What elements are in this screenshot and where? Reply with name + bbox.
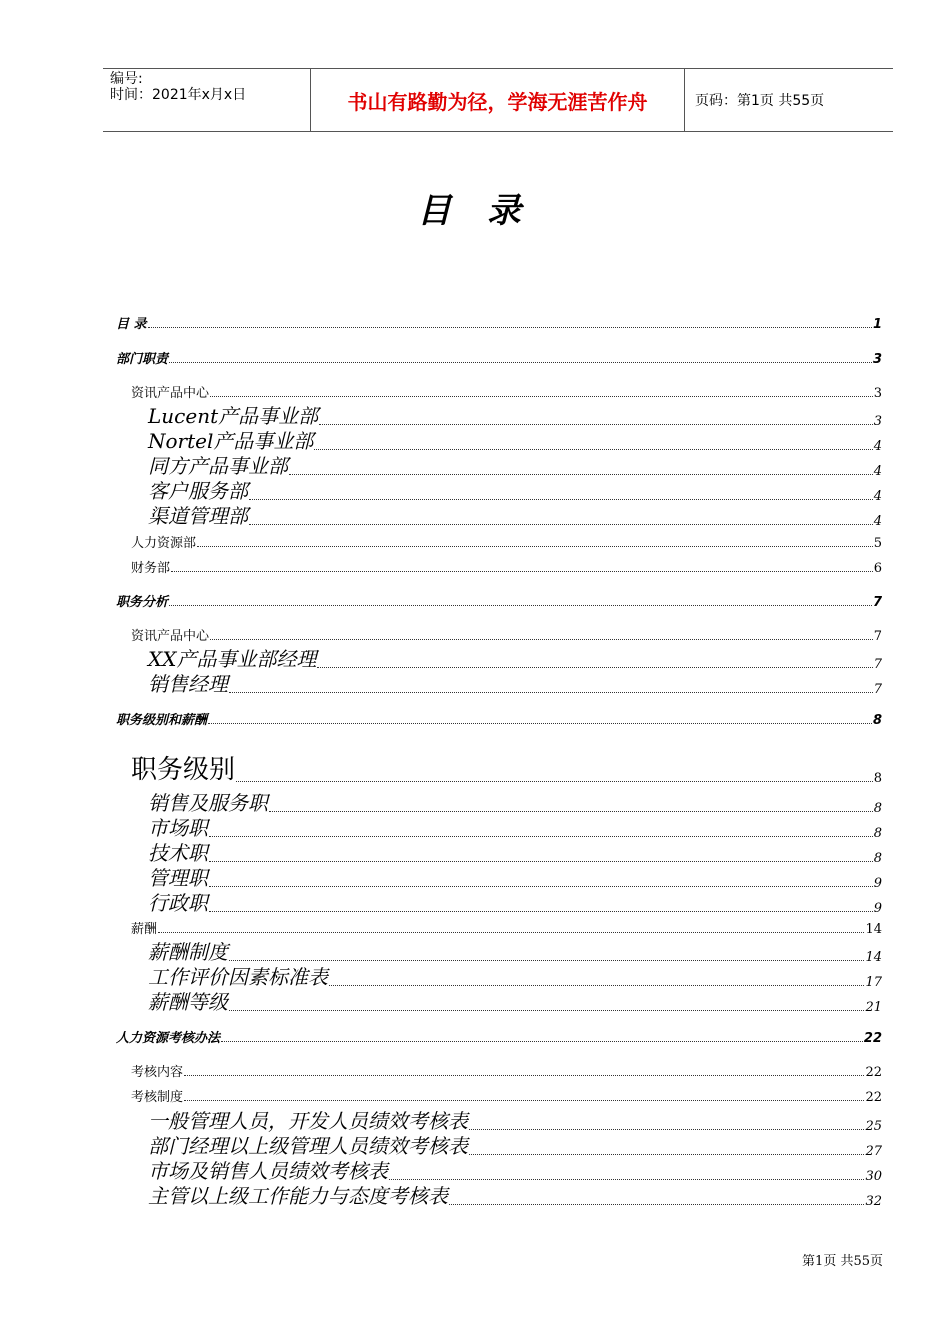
toc-entry[interactable] xyxy=(148,480,882,504)
toc-entry-page: 8 xyxy=(873,771,882,786)
toc-entry[interactable] xyxy=(148,867,882,891)
toc-entry-title: 薪酬制度 xyxy=(148,940,228,964)
toc-leader-dots xyxy=(221,1040,863,1042)
toc-entry[interactable] xyxy=(148,505,882,529)
toc-entry[interactable] xyxy=(131,919,882,937)
toc-entry-page: 7 xyxy=(872,595,882,610)
toc-entry[interactable] xyxy=(148,817,882,841)
toc-entry-page: 3 xyxy=(873,414,882,429)
toc-entry-page: 4 xyxy=(873,439,882,454)
toc-entry-title: 财务部 xyxy=(131,561,171,576)
toc-entry[interactable] xyxy=(148,842,882,866)
toc-entry-title: 技术职 xyxy=(148,841,208,865)
toc-entry-title: 销售经理 xyxy=(148,672,228,696)
toc-entry-title: 资讯产品中心 xyxy=(131,629,210,644)
toc-leader-dots xyxy=(210,395,873,397)
toc-leader-dots xyxy=(289,473,873,475)
page-footer: 第1页 共55页 xyxy=(802,1254,883,1269)
toc-leader-dots xyxy=(148,326,872,328)
toc-entry-page: 14 xyxy=(865,922,882,937)
toc-entry-page: 27 xyxy=(865,1144,882,1159)
toc-entry-title: 职务级别 xyxy=(131,755,236,785)
toc-entry-page: 8 xyxy=(872,713,882,728)
toc-entry[interactable] xyxy=(148,792,882,816)
toc-leader-dots xyxy=(208,722,872,724)
toc-entry[interactable] xyxy=(131,1087,882,1105)
toc-entry[interactable] xyxy=(148,1185,882,1209)
toc-entry-page: 25 xyxy=(865,1119,882,1134)
toc-entry-title: 考核内容 xyxy=(131,1065,184,1080)
toc-entry-title: 客户服务部 xyxy=(148,479,248,503)
toc-leader-dots xyxy=(171,570,873,572)
toc-leader-dots xyxy=(169,604,872,606)
toc-leader-dots xyxy=(329,984,864,986)
header-meta xyxy=(103,69,311,131)
toc-entry-page: 3 xyxy=(872,352,882,367)
toc-entry[interactable] xyxy=(148,892,882,916)
toc-entry-page: 7 xyxy=(873,657,882,672)
toc-leader-dots xyxy=(469,1153,864,1155)
toc-entry[interactable] xyxy=(131,533,882,551)
toc-entry-title: Nortel产品事业部 xyxy=(148,429,314,453)
toc-entry[interactable] xyxy=(148,648,882,672)
toc-entry-title: 人力资源部 xyxy=(131,536,197,551)
toc-entry-page: 7 xyxy=(873,629,882,644)
toc-leader-dots xyxy=(197,545,873,547)
toc-entry[interactable] xyxy=(116,1028,882,1046)
toc-leader-dots xyxy=(317,666,872,668)
toc-entry-title: 部门职责 xyxy=(116,352,169,367)
header-page-info: 页码：第1页 共55页 xyxy=(695,93,825,109)
toc-entry-page: 1 xyxy=(872,317,882,332)
toc-entry[interactable] xyxy=(116,592,882,610)
toc-entry-page: 4 xyxy=(873,489,882,504)
toc-entry-page: 9 xyxy=(873,876,882,891)
toc-leader-dots xyxy=(209,835,873,837)
toc-entry[interactable] xyxy=(148,673,882,697)
toc-entry-title: 薪酬等级 xyxy=(148,990,228,1014)
toc-entry-page: 4 xyxy=(873,514,882,529)
toc-leader-dots xyxy=(314,448,872,450)
toc-entry-title: 工作评价因素标准表 xyxy=(148,965,328,989)
toc-leader-dots xyxy=(469,1128,864,1130)
toc-entry-title: 一般管理人员，开发人员绩效考核表 xyxy=(148,1109,468,1133)
toc-leader-dots xyxy=(236,780,873,782)
toc-entry-page: 22 xyxy=(865,1065,882,1080)
toc-entry-title: 薪酬 xyxy=(131,922,158,937)
number-label: 编号: xyxy=(110,71,143,87)
toc-leader-dots xyxy=(229,1009,864,1011)
toc-entry-title: 资讯产品中心 xyxy=(131,386,210,401)
toc-entry-title: 职务级别和薪酬 xyxy=(116,713,208,728)
toc-entry-page: 4 xyxy=(873,464,882,479)
toc-entry-title: 同方产品事业部 xyxy=(148,454,288,478)
toc-entry[interactable] xyxy=(148,966,882,990)
toc-leader-dots xyxy=(209,885,873,887)
toc-entry-page: 22 xyxy=(865,1090,882,1105)
toc-leader-dots xyxy=(389,1178,864,1180)
toc-entry-page: 22 xyxy=(863,1031,882,1046)
toc-entry-title: 目 录 xyxy=(116,317,147,332)
toc-entry-page: 30 xyxy=(865,1169,882,1184)
toc-entry-title: 行政职 xyxy=(148,891,208,915)
toc-entry-page: 8 xyxy=(873,851,882,866)
toc-entry-title: 销售及服务职 xyxy=(148,791,268,815)
toc-entry-title: 管理职 xyxy=(148,866,208,890)
toc-entry[interactable] xyxy=(116,349,882,367)
toc-entry[interactable] xyxy=(131,626,882,644)
toc-entry-title: Lucent产品事业部 xyxy=(148,404,319,428)
toc-entry[interactable] xyxy=(131,752,882,786)
toc-entry-title: 主管以上级工作能力与态度考核表 xyxy=(148,1184,448,1208)
toc-entry-title: 职务分析 xyxy=(116,595,169,610)
toc-leader-dots xyxy=(229,691,873,693)
toc-entry-title: 市场及销售人员绩效考核表 xyxy=(148,1159,388,1183)
toc-leader-dots xyxy=(249,498,873,500)
toc-entry-title: XX产品事业部经理 xyxy=(148,647,317,671)
toc-leader-dots xyxy=(209,910,873,912)
toc-leader-dots xyxy=(209,860,873,862)
toc-entry[interactable] xyxy=(148,991,882,1015)
toc-entry-title: 渠道管理部 xyxy=(148,504,248,528)
toc-entry[interactable] xyxy=(116,710,882,728)
toc-leader-dots xyxy=(184,1074,864,1076)
toc-entry-page: 7 xyxy=(873,682,882,697)
toc-entry-page: 9 xyxy=(873,901,882,916)
toc-entry-page: 3 xyxy=(873,386,882,401)
toc-entry[interactable] xyxy=(116,314,882,332)
header-motto: 书山有路勤为径，学海无涯苦作舟 xyxy=(311,69,685,131)
toc-entry-page: 6 xyxy=(873,561,882,576)
toc-entry-page: 14 xyxy=(865,950,882,965)
toc-leader-dots xyxy=(249,523,873,525)
toc-entry-title: 市场职 xyxy=(148,816,208,840)
toc-entry[interactable] xyxy=(148,455,882,479)
toc-entry-page: 5 xyxy=(873,536,882,551)
toc-entry-title: 部门经理以上级管理人员绩效考核表 xyxy=(148,1134,468,1158)
toc-leader-dots xyxy=(184,1099,864,1101)
toc-entry[interactable] xyxy=(131,383,882,401)
toc-entry[interactable] xyxy=(131,1062,882,1080)
toc-entry-title: 考核制度 xyxy=(131,1090,184,1105)
toc-entry-page: 8 xyxy=(873,826,882,841)
toc-leader-dots xyxy=(269,810,873,812)
toc-entry[interactable] xyxy=(131,558,882,576)
toc-leader-dots xyxy=(169,361,872,363)
toc-entry-page: 21 xyxy=(865,1000,882,1015)
toc-entry-page: 8 xyxy=(873,801,882,816)
page-header xyxy=(103,68,893,132)
toc-leader-dots xyxy=(449,1203,864,1205)
page-title: 目 录 xyxy=(417,191,533,231)
toc-entry-page: 32 xyxy=(865,1194,882,1209)
toc-leader-dots xyxy=(319,423,873,425)
time-label: 时间：2021年x月x日 xyxy=(110,87,247,103)
toc-leader-dots xyxy=(158,931,864,933)
toc-entry-title: 人力资源考核办法 xyxy=(116,1031,221,1046)
toc-leader-dots xyxy=(210,638,873,640)
toc-entry-page: 17 xyxy=(865,975,882,990)
